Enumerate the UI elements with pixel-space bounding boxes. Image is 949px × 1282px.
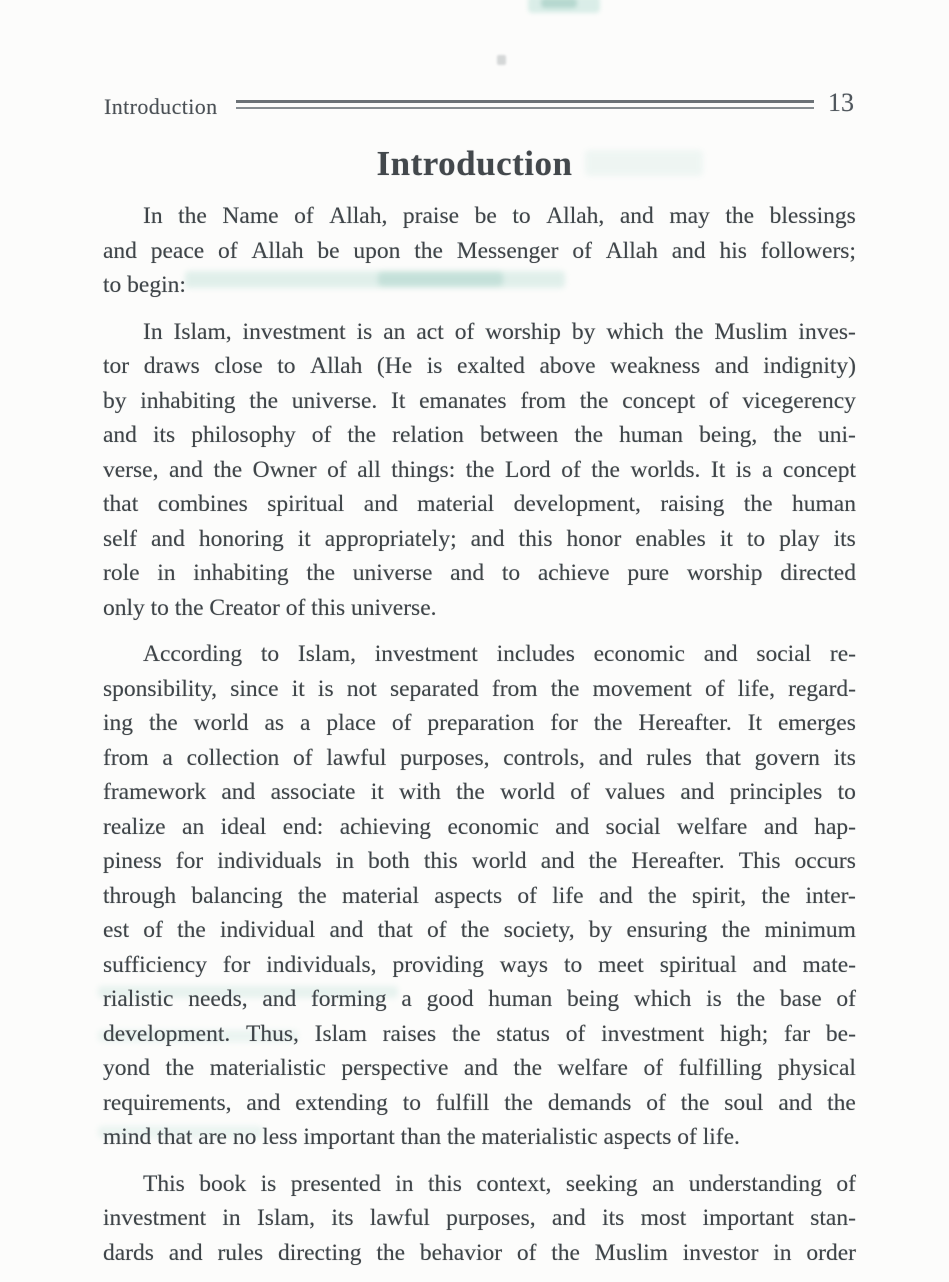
- paragraph: [103, 637, 856, 1155]
- paragraph: [103, 1167, 856, 1271]
- text-line: development. Thus, Islam raises the status of investment high; far be-: [103, 1020, 856, 1047]
- text-line: dards and rules directing the behavior of the Muslim investor in order: [103, 1239, 856, 1266]
- scan-speck: [497, 55, 506, 65]
- scan-smudge-top-core: [541, 0, 577, 8]
- text-line: ing the world as a place of preparation for the Hereafter. It emerges: [103, 710, 856, 736]
- running-title: Introduction: [104, 94, 218, 119]
- text-line: investment in Islam, its lawful purposes, and its most important stan-: [103, 1205, 856, 1231]
- text-line: piness for individuals in both this world and the Hereafter. This occurs: [103, 848, 856, 874]
- page-number: 13: [828, 88, 854, 117]
- body-text: [103, 199, 856, 1282]
- text-line: and its philosophy of the relation between the human being, the uni-: [103, 422, 856, 448]
- text-line: realize an ideal end: achieving economic and social welfare and hap-: [103, 813, 856, 840]
- paragraph: [103, 315, 856, 626]
- text-line: only to the Creator of this universe.: [103, 594, 437, 621]
- header-double-rule: [236, 100, 814, 109]
- page-header: [104, 90, 854, 124]
- text-line: framework and associate it with the world of values and principles to: [103, 779, 856, 805]
- text-line: This book is presented in this context, seeking an understanding of: [143, 1170, 856, 1197]
- text-line: In the Name of Allah, praise be to Allah, and may the blessings: [143, 203, 856, 229]
- chapter-title: Introduction: [376, 144, 573, 183]
- text-line: According to Islam, investment includes economic and social re-: [143, 641, 856, 667]
- text-line: yond the materialistic perspective and the welfare of fulfilling physical: [103, 1055, 856, 1081]
- text-line: by inhabiting the universe. It emanates from the concept of vicegerency: [103, 387, 856, 414]
- text-line: est of the individual and that of the society, by ensuring the minimum: [103, 917, 856, 943]
- text-line: self and honoring it appropriately; and this honor enables it to play its: [103, 525, 856, 552]
- text-line: rialistic needs, and forming a good human being which is the base of: [103, 986, 856, 1012]
- text-line: tor draws close to Allah (He is exalted above weakness and indignity): [103, 353, 856, 379]
- text-line: sponsibility, since it is not separated from the movement of life, regard-: [103, 675, 856, 702]
- text-line: In Islam, investment is an act of worship by which the Muslim inves-: [143, 318, 856, 345]
- text-line: through balancing the material aspects of life and the spirit, the inter-: [103, 882, 856, 909]
- text-line: requirements, and extending to fulfill the demands of the soul and the: [103, 1089, 856, 1116]
- text-line: that combines spiritual and material development, raising the human: [103, 491, 856, 517]
- text-line: role in inhabiting the universe and to achieve pure worship directed: [103, 560, 856, 586]
- text-line: from a collection of lawful purposes, controls, and rules that govern its: [103, 744, 856, 771]
- text-line: and peace of Allah be upon the Messenger of Allah and his followers;: [103, 237, 856, 264]
- text-line: mind that are no less important than the materialistic aspects of life.: [103, 1124, 740, 1150]
- paragraph: [103, 199, 856, 303]
- text-line: sufficiency for individuals, providing ways to meet spiritual and mate-: [103, 951, 856, 978]
- text-line: to begin:: [103, 272, 186, 298]
- text-line: verse, and the Owner of all things: the Lord of the worlds. It is a concept: [103, 456, 856, 483]
